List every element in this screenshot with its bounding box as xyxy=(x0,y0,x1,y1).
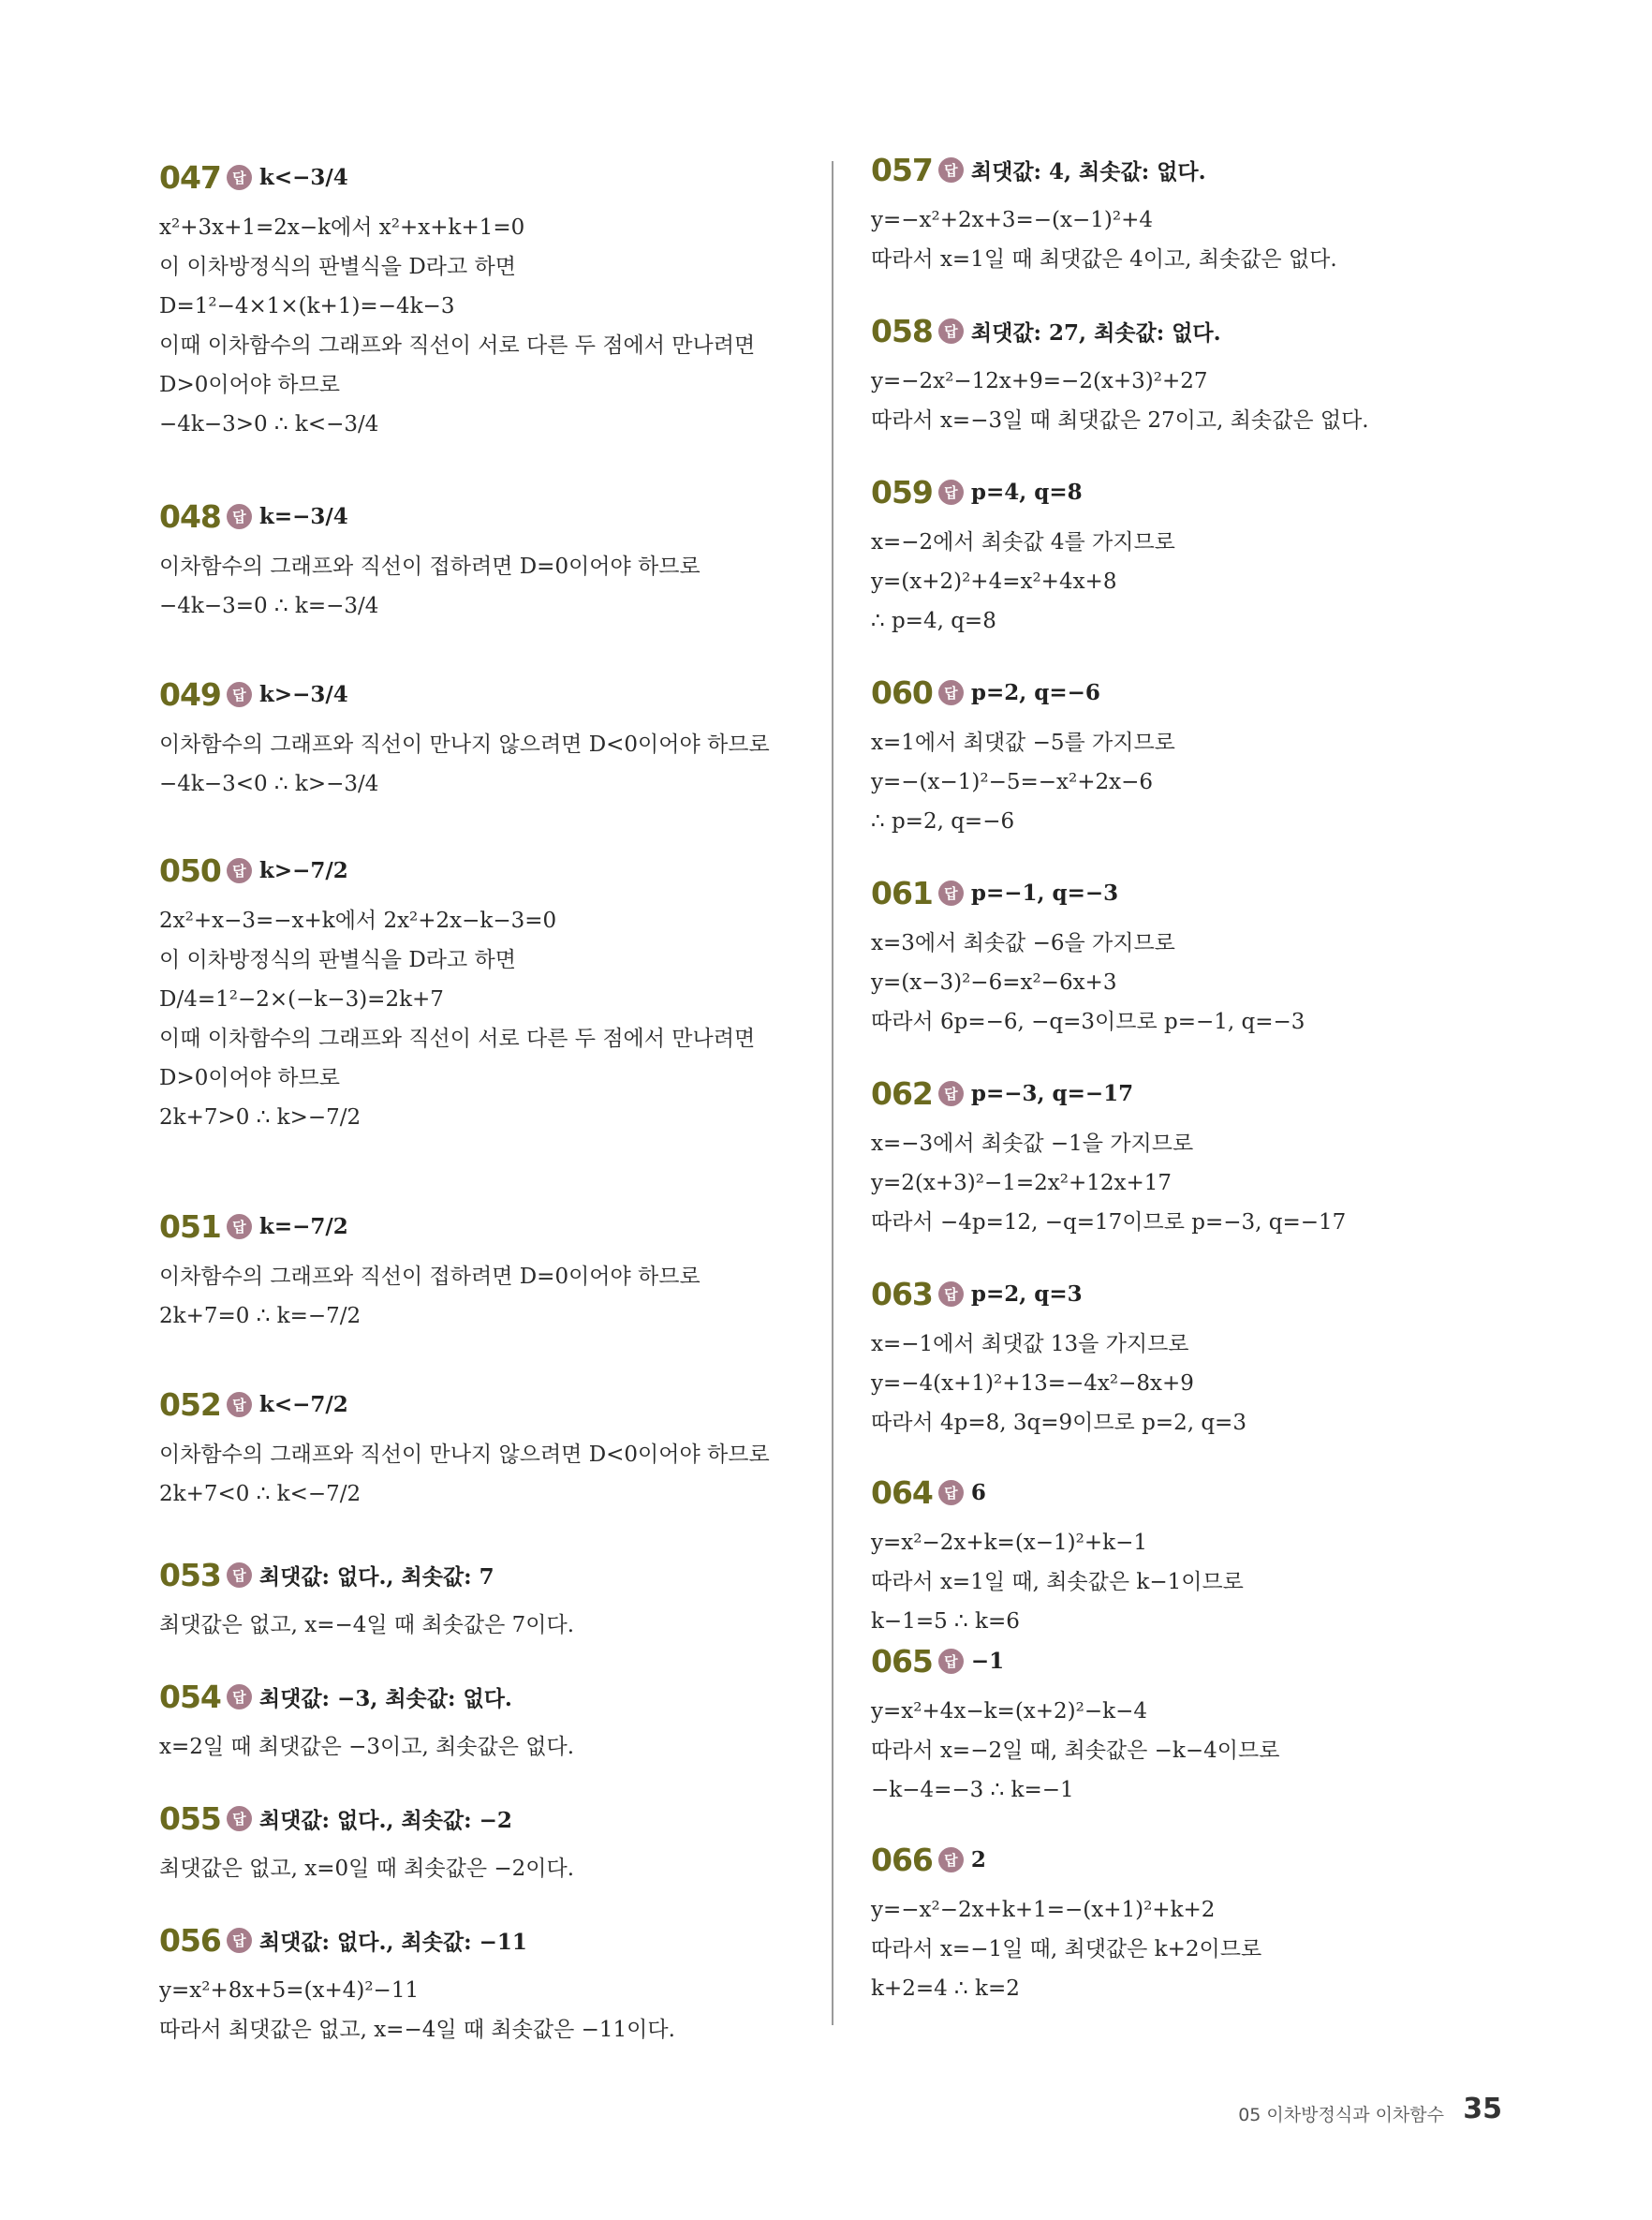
solution-line: −4k−3<0 ∴ k>−3/4 xyxy=(159,772,379,796)
answer-badge-icon: 답 xyxy=(227,1684,252,1709)
solution-line: 따라서 x=1일 때 최댓값은 4이고, 최솟값은 없다. xyxy=(871,247,1337,272)
problem-header xyxy=(871,665,1527,719)
problem-header xyxy=(159,843,815,897)
solution-line: ∴ p=2, q=−6 xyxy=(871,809,1015,834)
problem-055 xyxy=(159,1791,815,1888)
problem-047 xyxy=(159,150,815,444)
solution-line: 따라서 6p=−6, −q=3이므로 p=−1, q=−3 xyxy=(871,1010,1305,1034)
solution-text xyxy=(159,1727,815,1767)
answer-text: 2 xyxy=(970,1846,986,1872)
problem-number: 058 xyxy=(871,312,933,349)
answer-text: k=−7/2 xyxy=(258,1213,348,1239)
solution-text xyxy=(159,1849,815,1888)
solution-line: k+2=4 ∴ k=2 xyxy=(871,1976,1020,2001)
problem-number: 066 xyxy=(871,1841,933,1878)
solution-line: 최댓값은 없고, x=0일 때 최솟값은 −2이다. xyxy=(159,1857,575,1881)
answer-text: p=−1, q=−3 xyxy=(970,880,1119,906)
solution-text xyxy=(871,1523,1527,1641)
solution-line: 이때 이차함수의 그래프와 직선이 서로 다른 두 점에서 만나려면 xyxy=(159,333,756,358)
problem-060 xyxy=(871,665,1527,841)
solution-line: 따라서 −4p=12, −q=17이므로 p=−3, q=−17 xyxy=(871,1210,1347,1235)
solution-line: 2x²+x−3=−x+k에서 2x²+2x−k−3=0 xyxy=(159,909,557,933)
problem-059 xyxy=(871,465,1527,641)
answer-text: p=4, q=8 xyxy=(970,479,1083,505)
problem-header xyxy=(159,150,815,204)
answer-badge-icon: 답 xyxy=(938,1847,964,1872)
problem-header xyxy=(871,866,1527,920)
solution-line: x=−3에서 최솟값 −1을 가지므로 xyxy=(871,1132,1194,1156)
problem-056 xyxy=(159,1913,815,2050)
problem-header xyxy=(159,1377,815,1431)
solution-line: 이차함수의 그래프와 직선이 접하려면 D=0이어야 하므로 xyxy=(159,1265,701,1289)
solution-line: x=1에서 최댓값 −5를 가지므로 xyxy=(871,731,1175,755)
solution-line: y=−4(x+1)²+13=−4x²−8x+9 xyxy=(871,1371,1194,1396)
solution-text xyxy=(871,362,1527,440)
solution-line: −k−4=−3 ∴ k=−1 xyxy=(871,1778,1074,1802)
solution-line: 이차함수의 그래프와 직선이 접하려면 D=0이어야 하므로 xyxy=(159,555,701,579)
solution-line: y=−x²−2x+k+1=−(x+1)²+k+2 xyxy=(871,1898,1216,1922)
problem-number: 056 xyxy=(159,1921,221,1959)
solution-text xyxy=(159,1257,815,1336)
solution-line: D>0이어야 하므로 xyxy=(159,373,340,397)
answer-text: p=2, q=3 xyxy=(970,1280,1083,1307)
problem-053 xyxy=(159,1547,815,1645)
solution-text xyxy=(871,723,1527,841)
solution-text xyxy=(871,1325,1527,1443)
problem-header xyxy=(159,1669,815,1724)
answer-badge-icon: 답 xyxy=(938,1081,964,1106)
problem-number: 054 xyxy=(159,1678,221,1715)
problem-050 xyxy=(159,843,815,1137)
solution-text xyxy=(159,1971,815,2050)
solution-line: D=1²−4×1×(k+1)=−4k−3 xyxy=(159,294,455,318)
solution-line: 따라서 4p=8, 3q=9이므로 p=2, q=3 xyxy=(871,1411,1246,1435)
solution-line: x²+3x+1=2x−k에서 x²+x+k+1=0 xyxy=(159,215,525,240)
solution-text xyxy=(871,200,1527,279)
solution-line: y=−x²+2x+3=−(x−1)²+4 xyxy=(871,208,1153,232)
solution-line: 이 이차방정식의 판별식을 D라고 하면 xyxy=(159,948,516,972)
problem-number: 059 xyxy=(871,473,933,511)
answer-badge-icon: 답 xyxy=(227,1392,252,1417)
problem-header xyxy=(871,1832,1527,1887)
solution-line: y=x²+4x−k=(x+2)²−k−4 xyxy=(871,1699,1147,1724)
solution-line: 이차함수의 그래프와 직선이 만나지 않으려면 D<0이어야 하므로 xyxy=(159,1443,770,1467)
chapter-title: 05 이차방정식과 이차함수 xyxy=(1238,2105,1444,2125)
problem-number: 061 xyxy=(871,874,933,911)
solution-text xyxy=(159,1435,815,1514)
answer-text: 6 xyxy=(970,1479,986,1505)
problem-number: 064 xyxy=(871,1473,933,1511)
solution-line: 따라서 x=1일 때, 최솟값은 k−1이므로 xyxy=(871,1570,1244,1594)
answer-text: k>−7/2 xyxy=(258,857,348,883)
solution-text xyxy=(871,924,1527,1042)
problem-065 xyxy=(871,1634,1527,1810)
problem-064 xyxy=(871,1465,1527,1641)
solution-line: 따라서 x=−2일 때, 최솟값은 −k−4이므로 xyxy=(871,1739,1280,1763)
problem-number: 049 xyxy=(159,675,221,713)
problem-number: 063 xyxy=(871,1275,933,1312)
problem-header xyxy=(159,1913,815,1967)
answer-badge-icon: 답 xyxy=(227,165,252,190)
answer-badge-icon: 답 xyxy=(938,1480,964,1505)
solution-line: −4k−3=0 ∴ k=−3/4 xyxy=(159,594,379,618)
solution-line: y=x²+8x+5=(x+4)²−11 xyxy=(159,1978,420,2003)
problem-header xyxy=(871,1634,1527,1688)
solution-text xyxy=(159,1606,815,1645)
solution-line: 따라서 최댓값은 없고, x=−4일 때 최솟값은 −11이다. xyxy=(159,2018,675,2042)
problem-header xyxy=(159,489,815,543)
answer-text: 최댓값: 없다., 최솟값: 7 xyxy=(258,1563,494,1590)
problem-header xyxy=(159,1791,815,1845)
problem-051 xyxy=(159,1199,815,1336)
problem-header xyxy=(871,1266,1527,1321)
answer-badge-icon: 답 xyxy=(938,1649,964,1674)
answer-badge-icon: 답 xyxy=(938,881,964,906)
problem-header xyxy=(159,1199,815,1253)
answer-badge-icon: 답 xyxy=(938,1281,964,1307)
solution-text xyxy=(159,901,815,1137)
column-divider xyxy=(832,161,833,2025)
solution-line: 이차함수의 그래프와 직선이 만나지 않으려면 D<0이어야 하므로 xyxy=(159,733,770,757)
solution-line: x=2일 때 최댓값은 −3이고, 최솟값은 없다. xyxy=(159,1735,575,1759)
solution-text xyxy=(871,523,1527,641)
solution-line: 이 이차방정식의 판별식을 D라고 하면 xyxy=(159,255,516,279)
solution-line: 최댓값은 없고, x=−4일 때 최솟값은 7이다. xyxy=(159,1613,575,1637)
answer-badge-icon: 답 xyxy=(227,1806,252,1831)
answer-badge-icon: 답 xyxy=(227,504,252,529)
solution-line: y=x²−2x+k=(x−1)²+k−1 xyxy=(871,1531,1147,1555)
solution-line: y=(x−3)²−6=x²−6x+3 xyxy=(871,970,1117,995)
problem-header xyxy=(871,303,1527,358)
problem-header xyxy=(871,1465,1527,1519)
problem-header xyxy=(871,465,1527,519)
problem-048 xyxy=(159,489,815,626)
solution-line: y=2(x+3)²−1=2x²+12x+17 xyxy=(871,1171,1172,1195)
solution-line: 2k+7<0 ∴ k<−7/2 xyxy=(159,1482,361,1506)
problem-number: 050 xyxy=(159,851,221,889)
solution-line: x=−1에서 최댓값 13을 가지므로 xyxy=(871,1332,1189,1356)
problem-number: 053 xyxy=(159,1556,221,1593)
solution-line: x=−2에서 최솟값 4를 가지므로 xyxy=(871,530,1175,555)
problem-number: 048 xyxy=(159,497,221,535)
problem-number: 055 xyxy=(159,1799,221,1837)
problem-header xyxy=(159,667,815,721)
problem-number: 047 xyxy=(159,158,221,196)
problem-062 xyxy=(871,1066,1527,1242)
answer-text: p=−3, q=−17 xyxy=(970,1080,1134,1106)
problem-061 xyxy=(871,866,1527,1042)
answer-badge-icon: 답 xyxy=(938,318,964,344)
solution-line: y=−(x−1)²−5=−x²+2x−6 xyxy=(871,770,1153,794)
answer-text: 최댓값: 없다., 최솟값: −11 xyxy=(258,1929,527,1955)
problem-054 xyxy=(159,1669,815,1767)
solution-text xyxy=(871,1124,1527,1242)
problem-header xyxy=(871,142,1527,197)
answer-badge-icon: 답 xyxy=(938,157,964,183)
answer-text: p=2, q=−6 xyxy=(970,679,1100,705)
solution-line: y=−2x²−12x+9=−2(x+3)²+27 xyxy=(871,369,1208,393)
solution-line: 2k+7>0 ∴ k>−7/2 xyxy=(159,1105,361,1130)
answer-text: 최댓값: 4, 최솟값: 없다. xyxy=(970,158,1206,185)
solution-text xyxy=(159,725,815,804)
answer-badge-icon: 답 xyxy=(227,1928,252,1953)
problem-number: 062 xyxy=(871,1074,933,1112)
problem-number: 060 xyxy=(871,673,933,711)
problem-058 xyxy=(871,303,1527,440)
solution-line: −4k−3>0 ∴ k<−3/4 xyxy=(159,412,379,437)
solution-line: y=(x+2)²+4=x²+4x+8 xyxy=(871,570,1117,594)
problem-header xyxy=(871,1066,1527,1120)
solution-line: 이때 이차함수의 그래프와 직선이 서로 다른 두 점에서 만나려면 xyxy=(159,1027,756,1051)
answer-badge-icon: 답 xyxy=(227,682,252,707)
answer-text: −1 xyxy=(970,1648,1005,1674)
solution-line: 따라서 x=−1일 때, 최댓값은 k+2이므로 xyxy=(871,1937,1262,1961)
answer-text: k<−7/2 xyxy=(258,1391,348,1417)
problem-057 xyxy=(871,142,1527,279)
answer-badge-icon: 답 xyxy=(227,1214,252,1239)
solution-line: x=3에서 최솟값 −6을 가지므로 xyxy=(871,931,1175,955)
problem-number: 057 xyxy=(871,151,933,188)
problem-052 xyxy=(159,1377,815,1514)
answer-text: k>−3/4 xyxy=(258,681,348,707)
answer-text: 최댓값: −3, 최솟값: 없다. xyxy=(258,1685,512,1711)
solution-line: 따라서 x=−3일 때 최댓값은 27이고, 최솟값은 없다. xyxy=(871,408,1369,433)
problem-063 xyxy=(871,1266,1527,1443)
solution-line: D>0이어야 하므로 xyxy=(159,1066,340,1090)
answer-badge-icon: 답 xyxy=(227,858,252,883)
answer-text: k<−3/4 xyxy=(258,164,348,190)
solution-text xyxy=(159,208,815,444)
answer-text: k=−3/4 xyxy=(258,503,348,529)
problem-number: 065 xyxy=(871,1642,933,1680)
problem-number: 052 xyxy=(159,1385,221,1423)
page-number: 35 xyxy=(1463,2093,1502,2125)
solution-text xyxy=(871,1692,1527,1810)
answer-badge-icon: 답 xyxy=(938,480,964,505)
solution-line: 2k+7=0 ∴ k=−7/2 xyxy=(159,1304,361,1328)
solution-text xyxy=(871,1890,1527,2008)
solution-line: D/4=1²−2×(−k−3)=2k+7 xyxy=(159,987,444,1012)
solution-line: ∴ p=4, q=8 xyxy=(871,609,996,633)
answer-text: 최댓값: 없다., 최솟값: −2 xyxy=(258,1807,512,1833)
solution-line: k−1=5 ∴ k=6 xyxy=(871,1609,1020,1634)
problem-049 xyxy=(159,667,815,804)
problem-066 xyxy=(871,1832,1527,2008)
solution-text xyxy=(159,547,815,626)
answer-badge-icon: 답 xyxy=(938,680,964,705)
problem-number: 051 xyxy=(159,1207,221,1245)
answer-badge-icon: 답 xyxy=(227,1562,252,1588)
problem-header xyxy=(159,1547,815,1602)
answer-text: 최댓값: 27, 최솟값: 없다. xyxy=(970,319,1221,346)
